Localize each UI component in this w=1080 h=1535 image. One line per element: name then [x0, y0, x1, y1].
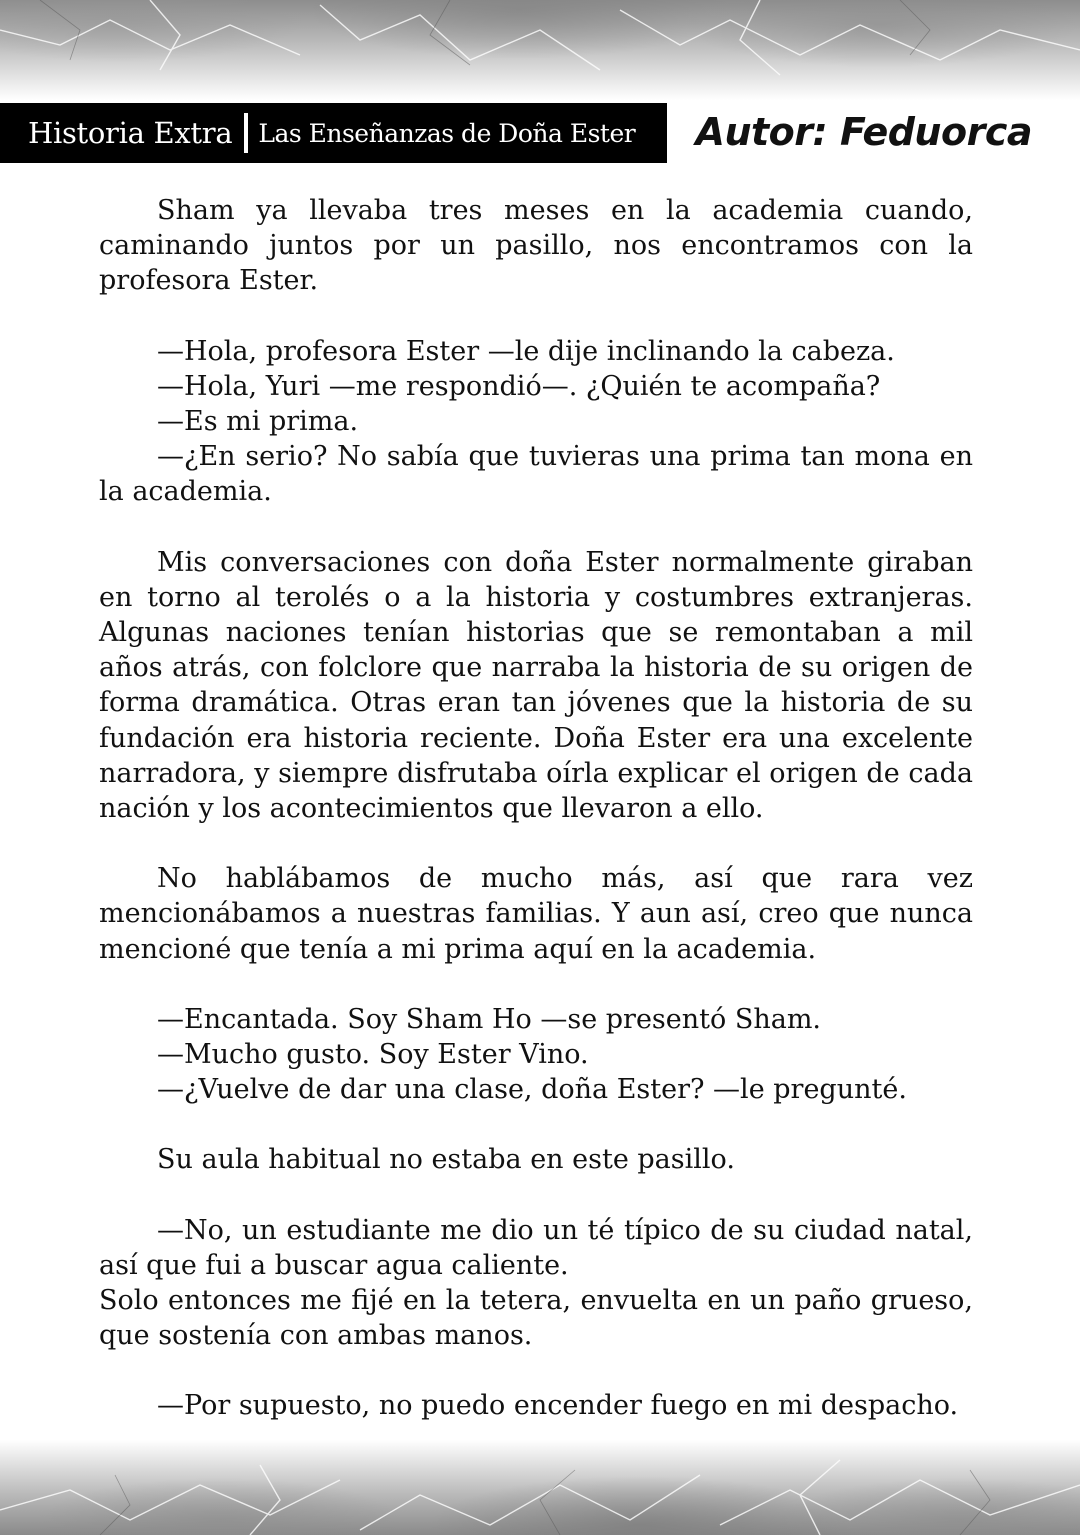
paragraph: Mis conversaciones con doña Ester normalmente giraban en torno al terolés o a la historia y costumbres extranjeras. Algunas naciones tenían historias que se remontaban a mil años atrás, con folclore que narraba la historia de su origen de forma dramática. Otras eran tan jóvenes que la historia de su fundación era historia reciente. Doña Ester era una excelente narradora, y siempre disfrutaba oírla explicar el origen de cada nación y los acontecimientos que llevaron a ello.	[99, 546, 973, 825]
paragraph: Su aula habitual no estaba en este pasillo.	[157, 1144, 735, 1176]
paragraph: Sham ya llevaba tres meses en la academia cuando, caminando juntos por un pasillo, nos encontramos con la profesora Ester.	[99, 195, 973, 297]
dialogue-line: —Mucho gusto. Soy Ester Vino.	[157, 1039, 589, 1071]
dialogue-line: —¿En serio? No sabía que tuvieras una prima tan mona en la academia.	[99, 441, 973, 508]
chapter-title: Las Enseñanzas de Doña Ester	[258, 118, 636, 148]
dialogue-line: —Hola, Yuri —me respondió—. ¿Quién te acompaña?	[157, 370, 881, 402]
bottom-marble-decoration	[0, 1440, 1080, 1535]
header-divider	[244, 113, 248, 153]
paragraph: No hablábamos de mucho más, así que rara vez mencionábamos a nuestras familias. Y aun así, creo que nunca mencioné que tenía a mi prima aquí en la academia.	[99, 863, 973, 965]
chapter-header-bar	[0, 103, 667, 163]
section-label: Historia Extra	[28, 116, 233, 150]
dialogue-line: —Por supuesto, no puedo encender fuego en mi despacho.	[157, 1390, 959, 1422]
dialogue-line: —No, un estudiante me dio un té típico de su ciudad natal, así que fui a buscar agua caliente.	[99, 1214, 973, 1281]
dialogue-line: —Hola, profesora Ester —le dije inclinando la cabeza.	[157, 335, 895, 367]
story-text	[99, 193, 973, 1424]
paragraph: Solo entonces me fijé en la tetera, envuelta en un paño grueso, que sostenía con ambas manos.	[99, 1285, 973, 1352]
dialogue-line: —Encantada. Soy Sham Ho —se presentó Sham.	[157, 1003, 822, 1035]
author-credit: Autor: Feduorca	[695, 110, 1032, 154]
top-marble-decoration	[0, 0, 1080, 100]
dialogue-line: —Es mi prima.	[157, 406, 359, 438]
dialogue-line: —¿Vuelve de dar una clase, doña Ester? —le pregunté.	[157, 1074, 907, 1106]
